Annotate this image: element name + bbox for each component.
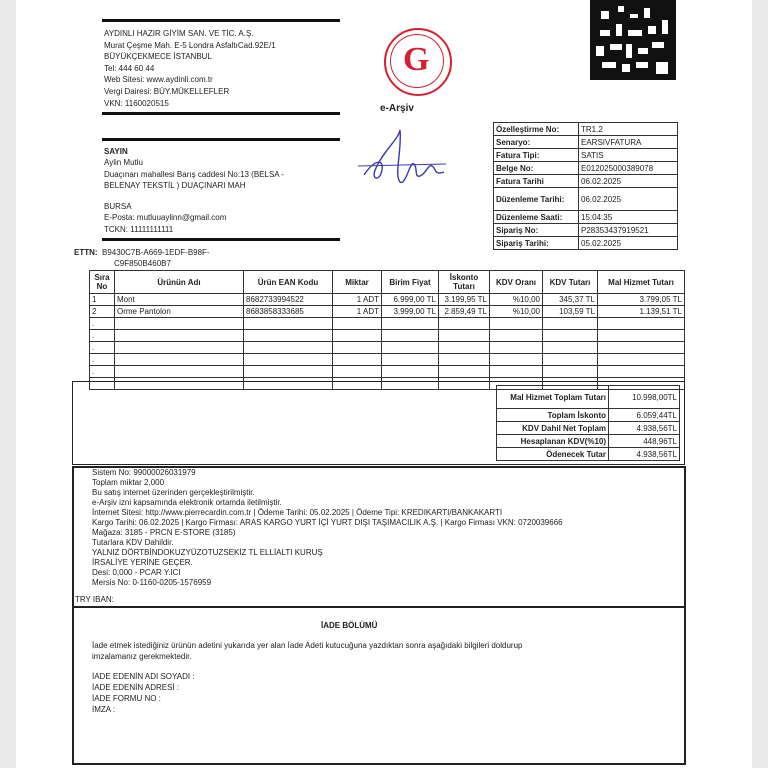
table-cell xyxy=(490,366,543,378)
invoice-info-label: Özelleştirme No: xyxy=(494,123,579,136)
invoice-info-value: 06.02.2025 xyxy=(579,188,678,211)
invoice-info-table xyxy=(493,122,678,250)
note-line: İRSALİYE YERİNE GEÇER. xyxy=(92,558,193,567)
table-cell xyxy=(439,354,490,366)
ettn-value-line-2: C9F850B460B7 xyxy=(114,259,171,268)
col-birim-fiyat: Birim Fiyat xyxy=(382,271,439,294)
buyer-tckn: TCKN: 11111111111 xyxy=(104,225,174,234)
table-row xyxy=(90,330,685,342)
table-cell: 103,59 TL xyxy=(543,306,598,318)
table-cell xyxy=(543,366,598,378)
table-cell: 2.859,49 TL xyxy=(439,306,490,318)
table-cell xyxy=(382,366,439,378)
table-cell xyxy=(543,318,598,330)
buyer-heading: SAYIN xyxy=(104,147,128,156)
table-cell xyxy=(598,318,685,330)
table-cell: 345,37 TL xyxy=(543,294,598,306)
table-row xyxy=(90,342,685,354)
table-cell xyxy=(439,318,490,330)
table-cell: Orme Pantolon xyxy=(115,306,244,318)
table-cell xyxy=(598,354,685,366)
table-cell xyxy=(382,354,439,366)
seller-name: AYDINLI HAZIR GİYİM SAN. VE TİC. A.Ş. xyxy=(104,29,254,38)
note-line: Kargo Tarihi: 06.02.2025 | Kargo Firması: ARAS KARGO YURT İÇİ YURT DIŞI TAŞIMACILIK A.Ş. | Kargo Firması VKN: 0720039666 xyxy=(92,518,563,527)
invoice-info-row xyxy=(494,188,678,211)
table-cell xyxy=(382,318,439,330)
notes-list xyxy=(92,468,563,588)
totals-value: 6.059,44TL xyxy=(609,409,680,422)
table-cell xyxy=(490,318,543,330)
note-line: Toplam miktar 2,000 xyxy=(92,478,165,487)
totals-label: Ödenecek Tutar xyxy=(497,448,609,461)
col-sira-no: Sıra No xyxy=(90,271,115,294)
table-cell: %10,00 xyxy=(490,306,543,318)
table-cell xyxy=(333,354,382,366)
totals-row xyxy=(497,422,680,435)
buyer-email: E-Posta: mutluuaylinn@gmail.com xyxy=(104,213,227,222)
note-line: Tutarlara KDV Dahildir. xyxy=(92,538,174,547)
invoice-page xyxy=(16,0,752,768)
buyer-address-line-2: BELENAY TEKSTİL ) DUAÇINARI MAH xyxy=(104,181,246,190)
totals-label: KDV Dahil Net Toplam xyxy=(497,422,609,435)
note-line: Sistem No: 99000026031979 xyxy=(92,468,196,477)
invoice-info-value: 15:04:35 xyxy=(579,211,678,224)
col-kdv-tutari: KDV Tutarı xyxy=(543,271,598,294)
col-kdv-orani: KDV Oranı xyxy=(490,271,543,294)
buyer-top-rule xyxy=(102,138,340,141)
totals-label: Hesaplanan KDV(%10) xyxy=(497,435,609,448)
table-cell: 1 xyxy=(90,294,115,306)
table-cell xyxy=(115,330,244,342)
table-cell: 8682733994522 xyxy=(244,294,333,306)
table-cell xyxy=(115,366,244,378)
table-cell xyxy=(598,342,685,354)
table-cell xyxy=(115,342,244,354)
invoice-info-value: 05.02.2025 xyxy=(579,237,678,250)
invoice-info-row xyxy=(494,123,678,136)
invoice-info-row xyxy=(494,149,678,162)
table-cell xyxy=(598,330,685,342)
table-cell xyxy=(439,366,490,378)
seller-phone: Tel: 444 60 44 xyxy=(104,64,155,73)
invoice-info-value: 06.02.2025 xyxy=(579,175,678,188)
invoice-info-row xyxy=(494,211,678,224)
table-cell xyxy=(244,342,333,354)
note-line: Mağaza: 3185 - PRCN E-STORE (3185) xyxy=(92,528,236,537)
col-miktar: Miktar xyxy=(333,271,382,294)
invoice-info-label: Sipariş Tarihi: xyxy=(494,237,579,250)
table-cell: 3.999,00 TL xyxy=(382,306,439,318)
invoice-info-label: Sipariş No: xyxy=(494,224,579,237)
invoice-info-label: Belge No: xyxy=(494,162,579,175)
buyer-address-line-1: Duaçınarı mahallesi Barış caddesi No:13 (BELSA - xyxy=(104,170,285,179)
note-line: Mersis No: 0-1160-0205-1576959 xyxy=(92,578,212,587)
return-instructions-line-1: İade etmek istediğiniz ürünün adetini yukarıda yer alan İade Adeti kutucuğuna yazdıktan sonra aşağıdaki bilgileri doldurup xyxy=(92,641,523,650)
invoice-info-value: P28353437919521 xyxy=(579,224,678,237)
totals-value: 4.938,56TL xyxy=(609,422,680,435)
table-row xyxy=(90,294,685,306)
table-row xyxy=(90,318,685,330)
table-row xyxy=(90,354,685,366)
ettn-label: ETTN: xyxy=(74,248,98,257)
seller-vkn: VKN: 1160020515 xyxy=(104,99,169,108)
iban-label: TRY IBAN: xyxy=(75,595,114,604)
table-cell: %10,00 xyxy=(490,294,543,306)
table-cell: . xyxy=(90,354,115,366)
table-cell xyxy=(115,318,244,330)
totals-label: Toplam İskonto xyxy=(497,409,609,422)
invoice-info-value: EARSIVFATURA xyxy=(579,136,678,149)
table-cell xyxy=(382,330,439,342)
totals-row xyxy=(497,448,680,461)
items-header-row xyxy=(90,271,685,294)
table-cell xyxy=(598,366,685,378)
totals-row xyxy=(497,435,680,448)
col-ean-kodu: Ürün EAN Kodu xyxy=(244,271,333,294)
seller-address-line-1: Murat Çeşme Mah. E-5 Londra AsfaltıCad.92E/1 xyxy=(104,41,276,50)
table-cell xyxy=(333,366,382,378)
return-title: İADE BÖLÜMÜ xyxy=(321,621,378,630)
invoice-info-label: Fatura Tarihi xyxy=(494,175,579,188)
invoice-info-row xyxy=(494,224,678,237)
invoice-info-row xyxy=(494,136,678,149)
note-line: Desi: 0,000 - PCAR Y.ICI xyxy=(92,568,181,577)
totals-row xyxy=(497,409,680,422)
table-cell: 1 ADT xyxy=(333,306,382,318)
return-instructions-line-2: imzalamanız gerekmektedir. xyxy=(92,652,192,661)
col-mal-hizmet: Mal Hizmet Tutarı xyxy=(598,271,685,294)
seller-address-line-2: BÜYÜKÇEKMECE İSTANBUL xyxy=(104,52,212,61)
table-cell xyxy=(382,342,439,354)
invoice-info-value: E012025000389078 xyxy=(579,162,678,175)
return-field-signature: İMZA : xyxy=(92,705,116,714)
invoice-info-row xyxy=(494,162,678,175)
seller-top-rule xyxy=(102,19,340,22)
qr-code-icon xyxy=(590,0,676,80)
table-cell: 3.799,05 TL xyxy=(598,294,685,306)
invoice-info-value: TR1.2 xyxy=(579,123,678,136)
buyer-city: BURSA xyxy=(104,202,132,211)
document-type-label: e-Arşiv xyxy=(380,103,414,114)
table-cell xyxy=(543,342,598,354)
totals-value: 4.938,56TL xyxy=(609,448,680,461)
col-urun-adi: Ürünün Adı xyxy=(115,271,244,294)
seller-bottom-rule xyxy=(102,112,340,115)
table-cell xyxy=(333,330,382,342)
return-field-address: İADE EDENİN ADRESİ : xyxy=(92,683,180,692)
totals-value: 10.998,00TL xyxy=(609,386,680,409)
invoice-info-label: Senaryo: xyxy=(494,136,579,149)
totals-value: 448,96TL xyxy=(609,435,680,448)
table-row xyxy=(90,366,685,378)
table-cell: 2 xyxy=(90,306,115,318)
table-cell: 1.139,51 TL xyxy=(598,306,685,318)
note-line: YALNIZ DÖRTBİNDOKUZYÜZOTUZSEKİZ TL ELLİALTI KURUŞ xyxy=(92,548,323,557)
table-cell xyxy=(439,330,490,342)
table-cell: . xyxy=(90,366,115,378)
totals-label: Mal Hizmet Toplam Tutarı xyxy=(497,386,609,409)
table-cell: 1 ADT xyxy=(333,294,382,306)
table-cell xyxy=(115,354,244,366)
items-table xyxy=(89,270,685,390)
table-cell xyxy=(333,342,382,354)
table-cell xyxy=(543,354,598,366)
table-cell: 3.199,95 TL xyxy=(439,294,490,306)
buyer-name: Aylin Mutlu xyxy=(104,158,143,167)
return-field-name: İADE EDENİN ADI SOYADI : xyxy=(92,672,195,681)
table-cell xyxy=(244,366,333,378)
totals-row xyxy=(497,386,680,409)
table-cell xyxy=(543,330,598,342)
table-cell: 6.999,00 TL xyxy=(382,294,439,306)
table-cell: . xyxy=(90,318,115,330)
table-row xyxy=(90,306,685,318)
table-cell xyxy=(244,318,333,330)
table-cell xyxy=(244,330,333,342)
note-line: e-Arşiv izni kapsamında elektronik ortamda iletilmiştir. xyxy=(92,498,282,507)
table-cell xyxy=(333,318,382,330)
table-cell xyxy=(490,330,543,342)
invoice-info-label: Fatura Tipi: xyxy=(494,149,579,162)
table-cell: Mont xyxy=(115,294,244,306)
invoice-info-label: Düzenleme Tarihi: xyxy=(494,188,579,211)
invoice-info-row xyxy=(494,175,678,188)
invoice-info-value: SATIS xyxy=(579,149,678,162)
table-cell: . xyxy=(90,330,115,342)
invoice-info-label: Düzenleme Saati: xyxy=(494,211,579,224)
buyer-bottom-rule xyxy=(102,238,340,241)
table-cell xyxy=(439,342,490,354)
seller-website: Web Sitesi: www.aydinli.com.tr xyxy=(104,75,213,84)
signature-icon xyxy=(354,120,450,192)
ettn-value-line-1: B9430C7B-A669-1EDF-B98F- xyxy=(102,248,210,257)
invoice-info-row xyxy=(494,237,678,250)
return-field-form-no: İADE FORMU NO : xyxy=(92,694,161,703)
gib-logo-icon: G xyxy=(384,28,452,96)
note-line: İnternet Sitesi: http://www.pierrecardin.com.tr | Ödeme Tarihi: 05.02.2025 | Ödeme Tipi: KREDIKARTI/BANKAKARTI xyxy=(92,508,503,517)
table-cell: 8683858333685 xyxy=(244,306,333,318)
table-cell xyxy=(490,342,543,354)
totals-table xyxy=(496,385,680,461)
seller-tax-office: Vergi Dairesi: BÜY.MÜKELLEFLER xyxy=(104,87,230,96)
col-iskonto: İskonto Tutarı xyxy=(439,271,490,294)
table-cell xyxy=(244,354,333,366)
note-line: Bu satış internet üzerinden gerçekleştirilmiştir. xyxy=(92,488,255,497)
table-cell xyxy=(490,354,543,366)
table-cell: . xyxy=(90,342,115,354)
